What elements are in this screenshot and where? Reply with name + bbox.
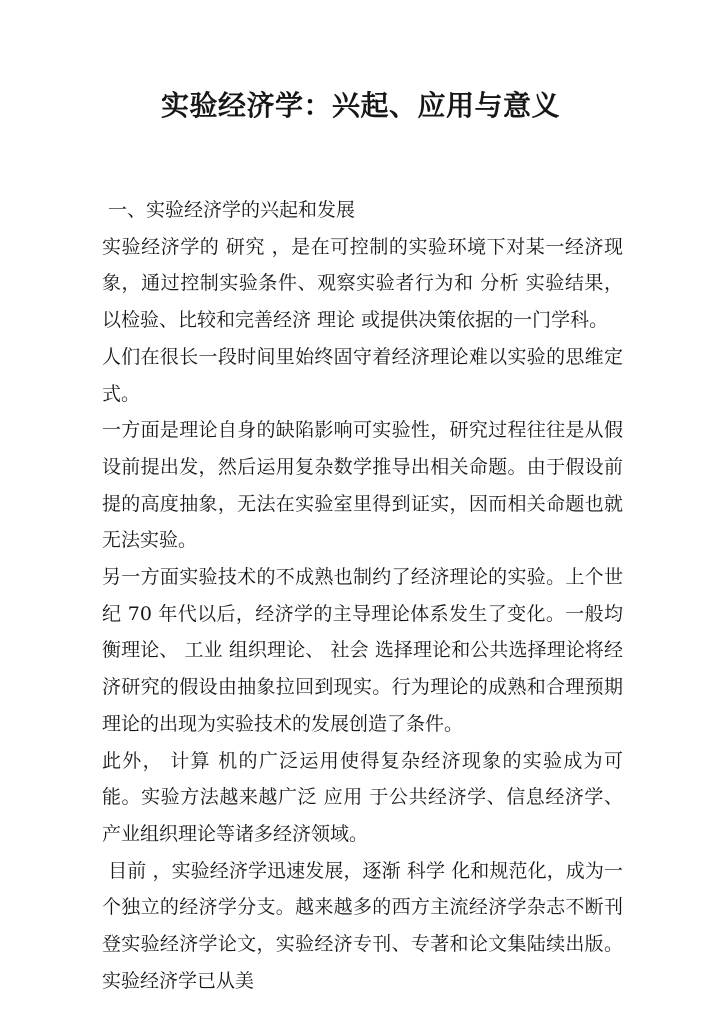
section-heading: 一、实验经济学的兴起和发展 (102, 199, 356, 221)
paragraph-theory-defect: 一方面是理论自身的缺陷影响可实验性，研究过程往往是从假设前提出发，然后运用复杂数学推导出相关命题。由于假设前提的高度抽象，无法在实验室里得到证实，因而相关命题也就无法实验。 (102, 419, 623, 552)
paragraph-current-development: 目前 ，实验经济学迅速发展，逐渐 科学 化和规范化，成为一个独立的经济学分支。越来越多的西方主流经济学杂志不断刊登实验经济学论文，实验经济专刊、专著和论文集陆续出版。实验经济学已从美 (102, 859, 623, 992)
document-body (102, 192, 623, 999)
paragraph-computer-application: 此外， 计算 机的广泛运用使得复杂经济现象的实验成为可能。实验方法越来越广泛 应用 于公共经济学、信息经济学、产业组织理论等诸多经济领域。 (102, 749, 623, 845)
paragraph-experiment-technique: 另一方面实验技术的不成熟也制约了经济理论的实验。上个世纪 70 年代以后，经济学的主导理论体系发生了变化。一般均衡理论、 工业 组织理论、 社会 选择理论和公共选择理论将经济研究的假设由抽象拉回到现实。行为理论的成熟和合理预期理论的出现为实验技术的发展创造了条件。 (102, 566, 623, 735)
document-title: 实验经济学：兴起、应用与意义 (160, 89, 560, 122)
paragraph-definition: 实验经济学的 研究 ，是在可控制的实验环境下对某一经济现象，通过控制实验条件、观察实验者行为和 分析 实验结果，以检验、比较和完善经济 理论 或提供决策依据的一门学科。 (102, 235, 623, 332)
paragraph-mindset: 人们在很长一段时间里始终固守着经济理论难以实验的思维定式。 (102, 345, 623, 405)
